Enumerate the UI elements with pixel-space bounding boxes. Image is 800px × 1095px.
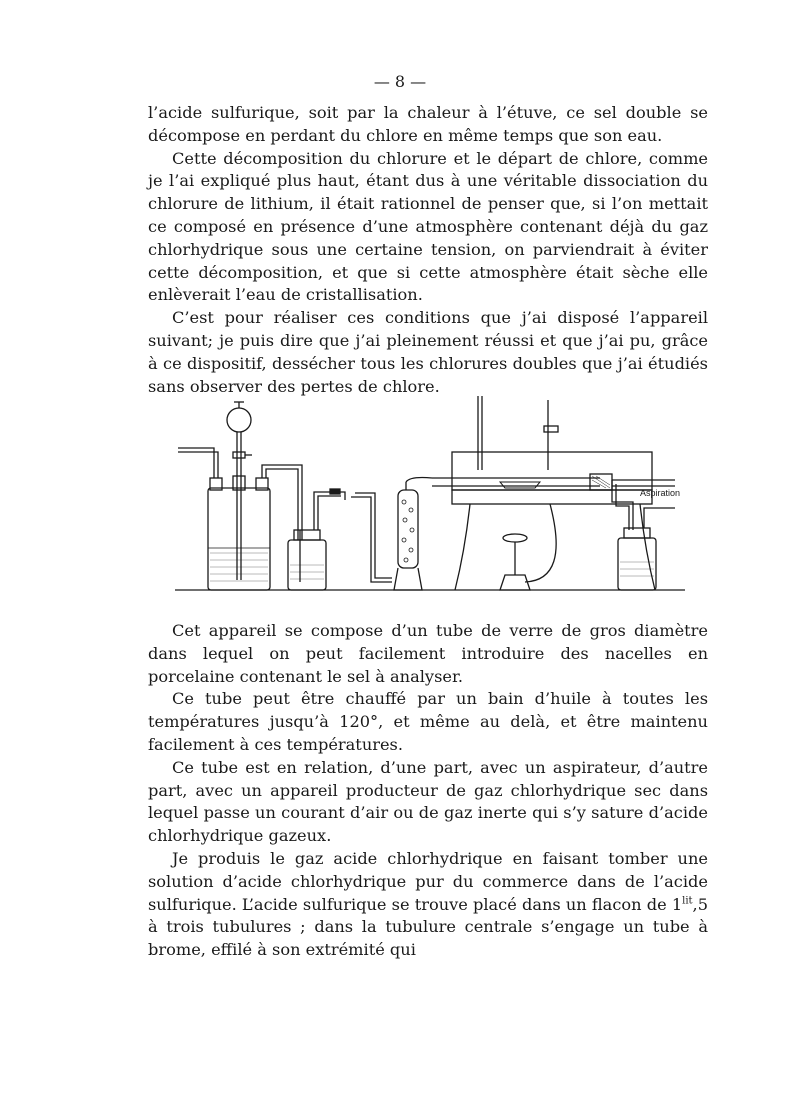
- paragraph: Cet appareil se compose d’un tube de verre de gros diamètre dans lequel on peut facilement introduire des nacelles en porcelaine contenant le sel à analyser.: [148, 621, 708, 686]
- paragraph: l’acide sulfurique, soit par la chaleur à l’étuve, ce sel double se décompose en perdant du chlore en même temps que son eau.: [148, 103, 708, 145]
- text-block-top: [148, 102, 708, 398]
- paragraph: Ce tube est en relation, d’une part, avec un aspirateur, d’autre part, avec un appareil producteur de gaz chlorhydrique sec dans lequel passe un courant d’air ou de gaz inerte qui s’y sature d’acide chlorhydrique gazeux.: [148, 757, 708, 846]
- paragraph: Cette décomposition du chlorure et le départ de chlore, comme je l’ai expliqué plus haut, étant dus à une véritable dissociation du chlorure de lithium, il était rationnel de penser que, si l’on mettait ce composé en présence d’une atmosphère contenant déjà du gaz chlorhydrique sous une certaine tension, on parviendrait à éviter cette décomposition, et que si cette atmosphère était sèche elle enlèverait l’eau de cristallisation.: [148, 148, 708, 305]
- oil-bath: [432, 396, 655, 590]
- wash-bottle-1: [288, 489, 392, 590]
- paragraph-start: Je produis le gaz acide chlorhydrique en faisant tomber une solution d’acide chlorhydrique pur du commerce dans de l’acide sulfurique. L’acide sulfurique se trouve placé dans un flacon de 1: [148, 848, 708, 914]
- superscript: lit: [682, 895, 693, 907]
- paragraph: Ce tube peut être chauffé par un bain d’huile à toutes les températures jusqu’à 120°, et même au delà, et être maintenu facilement à ces températures.: [148, 689, 708, 754]
- drying-column: [394, 478, 432, 591]
- paragraph-continuation: ,5 à trois tubulures ; dans la tubulure centrale s’engage un tube à brome, effilé à son extrémité qui: [148, 894, 708, 960]
- paragraph: [148, 848, 708, 962]
- paragraph: C’est pour réaliser ces conditions que j’ai disposé l’appareil suivant; je puis dire que j’ai pleinement réussi et que j’ai pu, grâce à ce dispositif, dessécher tous les chlorures doubles que j’ai étudiés sans observer des pertes de chlore.: [148, 308, 708, 396]
- aspiration-label: Aspiration: [640, 488, 681, 498]
- page-number: — 8 —: [373, 72, 427, 91]
- apparatus-drawing: [170, 390, 690, 605]
- three-neck-flask: [178, 402, 302, 590]
- apparatus-figure: [170, 390, 690, 605]
- text-block-bottom: [148, 620, 708, 962]
